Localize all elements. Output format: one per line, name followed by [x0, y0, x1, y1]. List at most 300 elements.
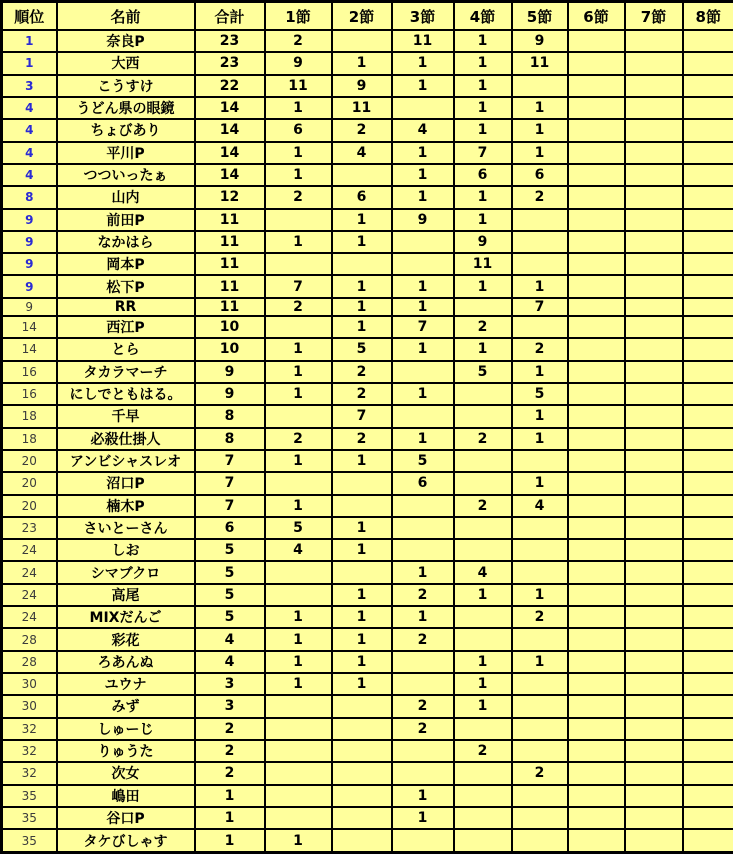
- round-1-cell: 1: [265, 673, 332, 695]
- round-8-cell: [683, 253, 733, 275]
- total-cell: 14: [195, 142, 265, 164]
- total-cell: 4: [195, 651, 265, 673]
- round-1-cell: 2: [265, 298, 332, 316]
- round-3-cell: 1: [392, 338, 454, 360]
- round-3-cell: [392, 539, 454, 561]
- round-5-cell: [512, 695, 568, 717]
- round-5-cell: 2: [512, 338, 568, 360]
- name-cell: しお: [57, 539, 195, 561]
- rank-cell: 1: [2, 30, 57, 52]
- round-5-cell: 1: [512, 405, 568, 427]
- round-7-cell: [625, 361, 683, 383]
- name-cell: みず: [57, 695, 195, 717]
- round-2-cell: [332, 495, 392, 517]
- round-7-cell: [625, 651, 683, 673]
- rank-cell: 14: [2, 316, 57, 338]
- rank-cell: 9: [2, 231, 57, 253]
- round-2-cell: 1: [332, 606, 392, 628]
- total-cell: 11: [195, 231, 265, 253]
- round-3-cell: [392, 673, 454, 695]
- round-3-cell: 7: [392, 316, 454, 338]
- round-5-cell: [512, 539, 568, 561]
- round-2-cell: 1: [332, 450, 392, 472]
- round-6-cell: [568, 428, 625, 450]
- rank-cell: 20: [2, 495, 57, 517]
- round-7-cell: [625, 450, 683, 472]
- round-1-cell: [265, 253, 332, 275]
- round-2-cell: [332, 472, 392, 494]
- round-7-cell: [625, 209, 683, 231]
- table-row: [2, 338, 733, 360]
- round-1-cell: [265, 561, 332, 583]
- total-cell: 4: [195, 628, 265, 650]
- rank-cell: 24: [2, 584, 57, 606]
- round-7-cell: [625, 539, 683, 561]
- round-7-cell: [625, 75, 683, 97]
- table-row: [2, 119, 733, 141]
- name-cell: ちょびあり: [57, 119, 195, 141]
- round-7-cell: [625, 517, 683, 539]
- name-cell: つついったぁ: [57, 164, 195, 186]
- round-4-cell: [454, 807, 512, 829]
- round-5-cell: 9: [512, 30, 568, 52]
- total-cell: 7: [195, 495, 265, 517]
- total-cell: 23: [195, 52, 265, 74]
- total-cell: 9: [195, 383, 265, 405]
- round-2-cell: [332, 30, 392, 52]
- round-4-cell: 1: [454, 52, 512, 74]
- rank-cell: 30: [2, 695, 57, 717]
- round-2-cell: [332, 740, 392, 762]
- total-cell: 9: [195, 361, 265, 383]
- table-row: [2, 539, 733, 561]
- round-5-cell: [512, 785, 568, 807]
- round-4-cell: 2: [454, 495, 512, 517]
- total-cell: 5: [195, 606, 265, 628]
- name-cell: 大西: [57, 52, 195, 74]
- name-cell: 必殺仕掛人: [57, 428, 195, 450]
- round-2-cell: 11: [332, 97, 392, 119]
- round-2-cell: 1: [332, 628, 392, 650]
- table-row: [2, 52, 733, 74]
- total-cell: 5: [195, 584, 265, 606]
- header-name: 名前: [57, 2, 195, 31]
- round-2-cell: [332, 807, 392, 829]
- round-2-cell: [332, 762, 392, 784]
- round-4-cell: 1: [454, 584, 512, 606]
- name-cell: タカラマーチ: [57, 361, 195, 383]
- round-1-cell: [265, 316, 332, 338]
- round-3-cell: [392, 495, 454, 517]
- round-3-cell: 2: [392, 695, 454, 717]
- name-cell: にしでともはる。: [57, 383, 195, 405]
- round-3-cell: [392, 361, 454, 383]
- total-cell: 7: [195, 450, 265, 472]
- round-2-cell: 1: [332, 517, 392, 539]
- round-8-cell: [683, 338, 733, 360]
- round-5-cell: [512, 517, 568, 539]
- round-1-cell: 1: [265, 628, 332, 650]
- round-2-cell: [332, 253, 392, 275]
- total-cell: 1: [195, 829, 265, 852]
- round-8-cell: [683, 785, 733, 807]
- rank-cell: 9: [2, 209, 57, 231]
- name-cell: なかはら: [57, 231, 195, 253]
- round-4-cell: [454, 383, 512, 405]
- round-5-cell: 1: [512, 472, 568, 494]
- table-row: [2, 209, 733, 231]
- table-row: [2, 75, 733, 97]
- name-cell: 楠木P: [57, 495, 195, 517]
- rank-cell: 16: [2, 361, 57, 383]
- round-8-cell: [683, 673, 733, 695]
- round-8-cell: [683, 584, 733, 606]
- round-1-cell: 2: [265, 428, 332, 450]
- round-1-cell: [265, 584, 332, 606]
- header-total: 合計: [195, 2, 265, 31]
- round-4-cell: 9: [454, 231, 512, 253]
- round-7-cell: [625, 695, 683, 717]
- rank-cell: 1: [2, 52, 57, 74]
- name-cell: りゅうた: [57, 740, 195, 762]
- total-cell: 22: [195, 75, 265, 97]
- round-1-cell: 1: [265, 361, 332, 383]
- total-cell: 3: [195, 695, 265, 717]
- round-1-cell: [265, 718, 332, 740]
- round-3-cell: 1: [392, 275, 454, 297]
- round-7-cell: [625, 119, 683, 141]
- round-7-cell: [625, 829, 683, 852]
- round-6-cell: [568, 338, 625, 360]
- total-cell: 11: [195, 298, 265, 316]
- round-6-cell: [568, 52, 625, 74]
- total-cell: 2: [195, 762, 265, 784]
- round-4-cell: [454, 539, 512, 561]
- round-1-cell: [265, 740, 332, 762]
- round-8-cell: [683, 383, 733, 405]
- total-cell: 8: [195, 405, 265, 427]
- name-cell: 西江P: [57, 316, 195, 338]
- name-cell: 沼口P: [57, 472, 195, 494]
- rank-cell: 4: [2, 164, 57, 186]
- rank-cell: 4: [2, 97, 57, 119]
- rank-cell: 35: [2, 829, 57, 852]
- table-body: [2, 30, 733, 853]
- round-8-cell: [683, 450, 733, 472]
- round-1-cell: 1: [265, 231, 332, 253]
- name-cell: 前田P: [57, 209, 195, 231]
- round-8-cell: [683, 186, 733, 208]
- round-4-cell: [454, 762, 512, 784]
- name-cell: 谷口P: [57, 807, 195, 829]
- round-8-cell: [683, 119, 733, 141]
- round-7-cell: [625, 785, 683, 807]
- table-row: [2, 405, 733, 427]
- total-cell: 2: [195, 718, 265, 740]
- round-6-cell: [568, 740, 625, 762]
- round-8-cell: [683, 561, 733, 583]
- round-4-cell: 1: [454, 673, 512, 695]
- round-8-cell: [683, 606, 733, 628]
- round-8-cell: [683, 30, 733, 52]
- table-row: [2, 517, 733, 539]
- round-7-cell: [625, 186, 683, 208]
- table-row: [2, 361, 733, 383]
- round-5-cell: 2: [512, 606, 568, 628]
- table-row: [2, 651, 733, 673]
- round-2-cell: 1: [332, 673, 392, 695]
- total-cell: 11: [195, 253, 265, 275]
- round-6-cell: [568, 584, 625, 606]
- round-4-cell: [454, 298, 512, 316]
- rank-cell: 24: [2, 606, 57, 628]
- round-5-cell: 11: [512, 52, 568, 74]
- name-cell: とら: [57, 338, 195, 360]
- header-rank: 順位: [2, 2, 57, 31]
- round-8-cell: [683, 740, 733, 762]
- table-row: [2, 606, 733, 628]
- round-1-cell: 1: [265, 164, 332, 186]
- round-1-cell: 1: [265, 383, 332, 405]
- table-row: [2, 740, 733, 762]
- round-5-cell: [512, 561, 568, 583]
- round-4-cell: [454, 628, 512, 650]
- rank-cell: 28: [2, 628, 57, 650]
- rank-cell: 35: [2, 785, 57, 807]
- round-5-cell: [512, 628, 568, 650]
- round-2-cell: [332, 164, 392, 186]
- round-5-cell: [512, 75, 568, 97]
- round-1-cell: [265, 472, 332, 494]
- round-3-cell: 4: [392, 119, 454, 141]
- round-5-cell: 1: [512, 651, 568, 673]
- header-round-8: 8節: [683, 2, 733, 31]
- round-7-cell: [625, 472, 683, 494]
- round-7-cell: [625, 383, 683, 405]
- round-6-cell: [568, 539, 625, 561]
- rank-cell: 4: [2, 142, 57, 164]
- round-8-cell: [683, 539, 733, 561]
- round-8-cell: [683, 718, 733, 740]
- round-6-cell: [568, 651, 625, 673]
- round-5-cell: [512, 253, 568, 275]
- table-row: [2, 785, 733, 807]
- round-5-cell: [512, 450, 568, 472]
- round-1-cell: 1: [265, 142, 332, 164]
- round-7-cell: [625, 338, 683, 360]
- rank-cell: 24: [2, 561, 57, 583]
- round-4-cell: 2: [454, 316, 512, 338]
- round-3-cell: 1: [392, 298, 454, 316]
- round-2-cell: 1: [332, 275, 392, 297]
- round-6-cell: [568, 517, 625, 539]
- round-8-cell: [683, 52, 733, 74]
- round-6-cell: [568, 142, 625, 164]
- round-8-cell: [683, 275, 733, 297]
- table-row: [2, 695, 733, 717]
- name-cell: 奈良P: [57, 30, 195, 52]
- table-row: [2, 142, 733, 164]
- round-4-cell: 1: [454, 75, 512, 97]
- round-8-cell: [683, 405, 733, 427]
- round-6-cell: [568, 561, 625, 583]
- name-cell: しゅーじ: [57, 718, 195, 740]
- round-8-cell: [683, 495, 733, 517]
- round-3-cell: [392, 517, 454, 539]
- name-cell: MIXだんご: [57, 606, 195, 628]
- round-8-cell: [683, 762, 733, 784]
- round-4-cell: 1: [454, 209, 512, 231]
- round-1-cell: 11: [265, 75, 332, 97]
- round-6-cell: [568, 829, 625, 852]
- round-3-cell: 1: [392, 164, 454, 186]
- rank-cell: 32: [2, 740, 57, 762]
- round-4-cell: [454, 785, 512, 807]
- rank-cell: 20: [2, 450, 57, 472]
- round-2-cell: [332, 561, 392, 583]
- total-cell: 6: [195, 517, 265, 539]
- round-1-cell: [265, 807, 332, 829]
- round-5-cell: 1: [512, 428, 568, 450]
- round-7-cell: [625, 740, 683, 762]
- total-cell: 1: [195, 807, 265, 829]
- round-3-cell: [392, 740, 454, 762]
- header-round-6: 6節: [568, 2, 625, 31]
- rank-cell: 20: [2, 472, 57, 494]
- name-cell: ユウナ: [57, 673, 195, 695]
- table-row: [2, 561, 733, 583]
- name-cell: 山内: [57, 186, 195, 208]
- table-row: [2, 164, 733, 186]
- table-row: [2, 495, 733, 517]
- header-row: [2, 2, 733, 31]
- name-cell: 千早: [57, 405, 195, 427]
- rank-cell: 3: [2, 75, 57, 97]
- total-cell: 14: [195, 97, 265, 119]
- round-6-cell: [568, 164, 625, 186]
- round-2-cell: 2: [332, 383, 392, 405]
- round-1-cell: 9: [265, 52, 332, 74]
- round-5-cell: 1: [512, 361, 568, 383]
- round-7-cell: [625, 253, 683, 275]
- round-3-cell: 9: [392, 209, 454, 231]
- round-8-cell: [683, 807, 733, 829]
- round-6-cell: [568, 119, 625, 141]
- round-7-cell: [625, 275, 683, 297]
- round-8-cell: [683, 75, 733, 97]
- round-5-cell: 6: [512, 164, 568, 186]
- round-6-cell: [568, 628, 625, 650]
- round-8-cell: [683, 97, 733, 119]
- table-row: [2, 450, 733, 472]
- round-1-cell: 4: [265, 539, 332, 561]
- round-4-cell: [454, 450, 512, 472]
- rank-cell: 9: [2, 298, 57, 316]
- name-cell: 平川P: [57, 142, 195, 164]
- total-cell: 3: [195, 673, 265, 695]
- table-row: [2, 718, 733, 740]
- name-cell: 彩花: [57, 628, 195, 650]
- round-7-cell: [625, 628, 683, 650]
- table-row: [2, 231, 733, 253]
- round-5-cell: [512, 740, 568, 762]
- round-1-cell: [265, 762, 332, 784]
- round-4-cell: 1: [454, 275, 512, 297]
- table-row: [2, 30, 733, 52]
- rank-cell: 18: [2, 428, 57, 450]
- table-row: [2, 253, 733, 275]
- name-cell: さいとーさん: [57, 517, 195, 539]
- round-3-cell: 5: [392, 450, 454, 472]
- name-cell: 次女: [57, 762, 195, 784]
- round-3-cell: 1: [392, 561, 454, 583]
- rank-cell: 35: [2, 807, 57, 829]
- total-cell: 7: [195, 472, 265, 494]
- round-6-cell: [568, 361, 625, 383]
- total-cell: 5: [195, 561, 265, 583]
- name-cell: 松下P: [57, 275, 195, 297]
- round-5-cell: 7: [512, 298, 568, 316]
- table-row: [2, 316, 733, 338]
- round-3-cell: 1: [392, 52, 454, 74]
- round-7-cell: [625, 718, 683, 740]
- round-6-cell: [568, 718, 625, 740]
- round-3-cell: 2: [392, 628, 454, 650]
- round-2-cell: 1: [332, 584, 392, 606]
- round-5-cell: 5: [512, 383, 568, 405]
- round-8-cell: [683, 209, 733, 231]
- round-2-cell: 1: [332, 651, 392, 673]
- round-8-cell: [683, 472, 733, 494]
- round-2-cell: 1: [332, 209, 392, 231]
- rank-cell: 8: [2, 186, 57, 208]
- round-3-cell: [392, 762, 454, 784]
- round-3-cell: 1: [392, 383, 454, 405]
- round-4-cell: 1: [454, 651, 512, 673]
- round-7-cell: [625, 30, 683, 52]
- round-6-cell: [568, 231, 625, 253]
- table-row: [2, 298, 733, 316]
- round-5-cell: 2: [512, 762, 568, 784]
- table-row: [2, 383, 733, 405]
- round-6-cell: [568, 298, 625, 316]
- round-1-cell: 6: [265, 119, 332, 141]
- round-4-cell: [454, 405, 512, 427]
- round-6-cell: [568, 253, 625, 275]
- round-2-cell: 1: [332, 316, 392, 338]
- table-row: [2, 807, 733, 829]
- round-6-cell: [568, 97, 625, 119]
- round-5-cell: 1: [512, 97, 568, 119]
- round-2-cell: [332, 829, 392, 852]
- round-1-cell: 2: [265, 186, 332, 208]
- total-cell: 2: [195, 740, 265, 762]
- round-6-cell: [568, 762, 625, 784]
- name-cell: タケびしゃす: [57, 829, 195, 852]
- round-1-cell: 1: [265, 97, 332, 119]
- name-cell: シマブクロ: [57, 561, 195, 583]
- round-3-cell: 1: [392, 785, 454, 807]
- rank-cell: 4: [2, 119, 57, 141]
- round-1-cell: 1: [265, 829, 332, 852]
- round-4-cell: 7: [454, 142, 512, 164]
- total-cell: 11: [195, 275, 265, 297]
- round-2-cell: 1: [332, 539, 392, 561]
- round-3-cell: [392, 651, 454, 673]
- round-4-cell: 5: [454, 361, 512, 383]
- round-3-cell: 2: [392, 584, 454, 606]
- round-5-cell: 2: [512, 186, 568, 208]
